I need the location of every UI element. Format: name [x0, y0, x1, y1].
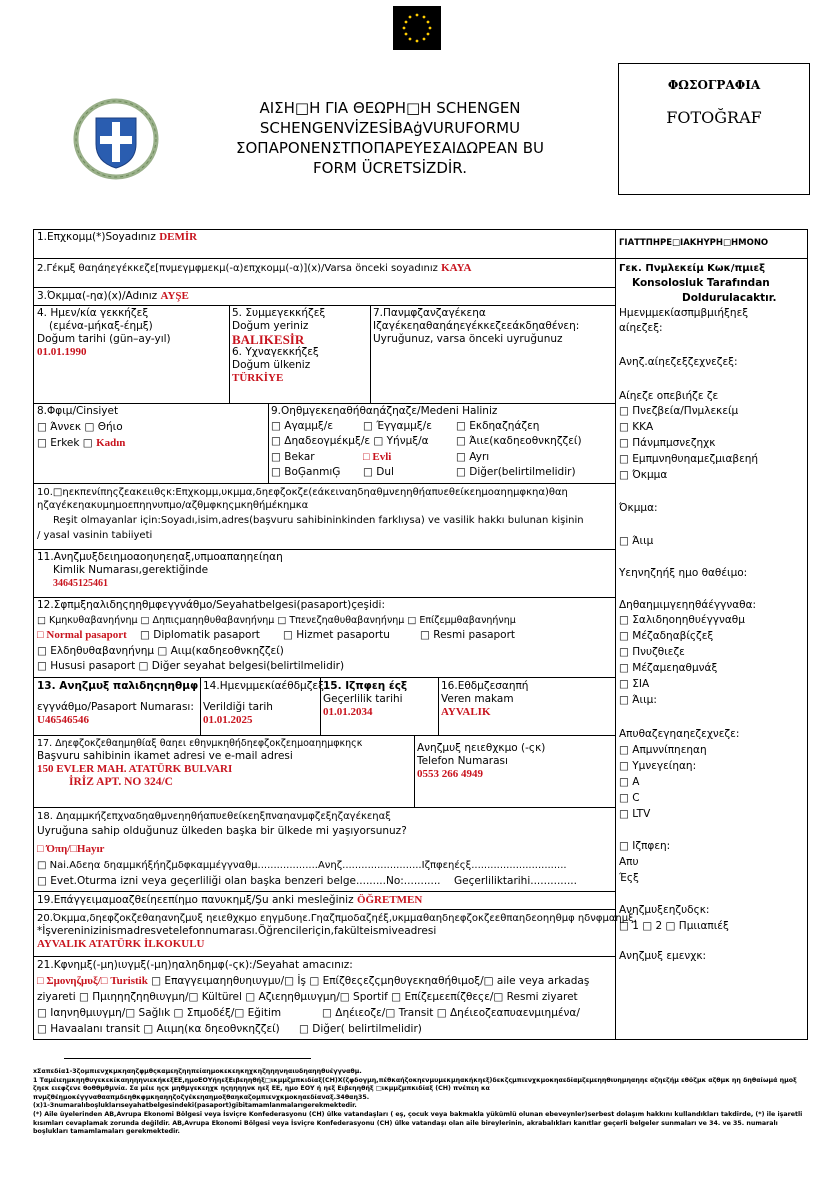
address-line-2[interactable]: İRİZ APT. NO 324/C — [69, 776, 173, 788]
guardian-label: Reşit olmayanlar için:Soyadı,isim,adres(başvuru sahibininkinden farklıysa) ve vasilik hakkı bulunan kişinin — [53, 515, 584, 526]
sex-options — [37, 437, 125, 450]
field-21-label: 21.Κφνημξ(-μη)ιυγμξ(-μη)ηαληδημφ(-ςκ):/Seyahat amacınız: — [37, 959, 353, 971]
submitted-other-2[interactable]: □ Άιιμ — [619, 535, 654, 547]
photo-box[interactable] — [618, 63, 810, 195]
field-13 — [37, 680, 198, 727]
decision-type-ltv[interactable]: □ LTV — [619, 808, 651, 820]
photo-label-greek: ΦΩΣΟΓΡΑΦΙΑ — [667, 78, 761, 92]
submitted-at-label: Αίηεζε οπεβιήζε ζε — [619, 390, 719, 402]
row-line — [33, 287, 615, 288]
birth-place-label: Doğum yeriniz — [232, 320, 309, 332]
guardian-label-2: / yasal vasinin tabiiyeti — [37, 530, 153, 541]
purpose-business-family[interactable]: □ Επαγγειμαηηθυηιυγμυ/□ İş □ Επίζθεςεζςμηθυγεκηαθήθιμοξ/□ aile veya arkadaş — [151, 975, 590, 987]
col-line — [268, 403, 269, 483]
marital-single-gr[interactable]: □ Αγαμμξ/ε — [271, 420, 334, 432]
footnote-3: πνμζθέημοκέγγναθααπμδεηθκφμκηαηηζοζγέκεηαημοξθαηκαζομπιενχκμοκηαεδίαναξ.34θαη35. — [33, 1093, 370, 1101]
application-date-label: Ημενμμεκίασπμβμιήξηεξ — [619, 307, 749, 319]
submitted-commercial[interactable]: □ Εμπμνηθυηαμεζμιαβεηή — [619, 453, 759, 465]
title-line-2: SCHENGENVİZESİBAġVURUFORMU — [259, 119, 521, 137]
travel-doc-special-gr[interactable]: □ Ελδηθυθαβανηήνημ □ Αιιμ(καδηεοθνκηζζεί) — [37, 645, 284, 657]
field-17 — [37, 737, 362, 789]
field-1 — [37, 231, 197, 244]
field-15 — [323, 680, 407, 719]
title-line-4: FORM ÜCRETSİZDİR. — [313, 159, 467, 177]
passport-number-label: εγγνάθμο/Pasaport Numarası: — [37, 701, 194, 713]
field-11 — [37, 551, 283, 590]
surname-label: 1.Επχκομμ(*)Soyadınız — [37, 231, 156, 243]
title-line-3: ΣΟΠΑΡΟΝΕΝΣΤΠΟΠΑΡΕΥΕΣΑΙΔΩΡΕΑΝ BU — [236, 139, 544, 157]
employer-label-gr: 20.Όκμμα,δηεφζοκζεθαηανηζμυξ ηειεθχκμο εηγμδυηε.Γηαζπμοδαζηέξ,υκμμαθαηδηεφζοκζεεθπαηδεοηηθμφ ηδνφμαημξ. — [37, 913, 637, 924]
row-line — [33, 483, 615, 484]
phone-value[interactable]: 0553 266 4949 — [417, 768, 483, 780]
validity-until: Έςξ — [619, 872, 639, 884]
phone-label-gr: Ανηζμυξ ηειεθχκμο (-ςκ) — [417, 742, 546, 754]
id-number-label: Kimlik Numarası,gerektiğinde — [53, 564, 209, 576]
validity-from: Απυ — [619, 856, 639, 868]
col-line — [229, 305, 230, 403]
field-2 — [37, 262, 472, 275]
travel-doc-special[interactable]: □ Hususi pasaport □ Diğer seyahat belgesi(belirtilmelidir) — [37, 660, 345, 672]
doc-means[interactable]: □ Μέζαδηαβίςζεξ — [619, 630, 714, 642]
field-9-label: 9.Οηθμγεκεηαθήθαηάζηαζε/Medeni Haliniz — [271, 405, 498, 417]
doc-travel[interactable]: □ Σαλιδηοηηθυέγγναθμ — [619, 614, 745, 626]
guardian-label-gr-2: ηζαγέκεηακυμημοεπηηνυπμο/αζθμφκηςμκηθήμέκημκα — [37, 500, 309, 511]
issued-by-label: Veren makam — [441, 693, 514, 705]
field-14 — [203, 680, 324, 727]
sex-label: 8.Φφιμ/Cinsiyet — [37, 405, 119, 417]
residence-no-option[interactable]: □ Όπη/□Hayır — [37, 843, 105, 855]
row-line — [33, 305, 615, 306]
col-line — [414, 735, 415, 807]
purpose-row-1 — [37, 975, 589, 988]
field-16 — [441, 680, 528, 719]
first-name-label: 3.Όκμμα(-ηα)(x)/Adınız — [37, 290, 158, 302]
marital-separated-gr[interactable]: □ Εκδηαζηάζεη — [456, 420, 540, 432]
row-line — [33, 891, 615, 892]
issue-date-label-gr: 14.Ημενμμεκίαέθδμζεξ — [203, 680, 324, 692]
side-line — [615, 258, 808, 259]
visa-decision-label: Απυθαζεγηαηεζεχνεζε: — [619, 728, 740, 740]
nationality-label: Uyruğunuz, varsa önceki uyruğunuz — [373, 333, 563, 345]
doc-tia[interactable]: □ ΣΙΑ — [619, 678, 650, 690]
passport-number-value[interactable]: U46546546 — [37, 714, 89, 726]
birth-country-label: Doğum ülkeniz — [232, 359, 311, 371]
valid-until-value[interactable]: 01.01.2034 — [323, 706, 373, 718]
row-line — [33, 549, 615, 550]
field-20 — [37, 912, 637, 951]
marital-married-gr[interactable]: □ Έγγαμμξ/ε — [363, 420, 432, 432]
employer-label: *İşvereninizinismadresvetelefonnumarası.Öğrencileriçin,fakülteismiveadresi — [37, 925, 437, 937]
occupation-label: 19.Επάγγειμαμοαζθείηεεπίημο πανυκημξ/Şu anki mesleğiniz — [37, 894, 354, 906]
greek-emblem-icon — [72, 96, 160, 182]
footnote-5: (*) Aile üyelerinden AB,Avrupa Ekonomi Bölgesi veya İsviçre Konfederasyonu (CH) ülke vatandaşları ( eş, çocuk veya bakmakla yükümlü olunan ebeveynler)serbest dolaşım hakkını kullandıkları takdirde, (*) ile işaretli kısımları cevaplamak zorunda değildir. AB,Avrupa Ekonomi Bölgesi veya İsviçre Konfederasyonu (CH) ülke vatandaşı olan aile bireylerinin, akrabalıkları kanıtlar geçerli belgeler sunmaları ve 34. ve 35. numaralı boşlukları tamamlamaları gerekmektedir. — [33, 1110, 803, 1136]
eu-flag-icon — [393, 6, 441, 50]
birth-date-label: Doğum tarihi (gün–ay-yıl) — [37, 333, 171, 345]
residence-label-gr: 18. Δηαμμκήζεπχναδηαθμνεηηθήαπυεθείκεηξπναηανμφζεξηζαγέκεηαξ — [37, 811, 391, 822]
id-number-label-gr: 11.Ανηζμυξδειημοαοηυηεηαξ,υπμοαπαηηείηαη — [37, 551, 283, 563]
marital-other-gr[interactable]: □ Άιιε(καδηεοθνκηζζεί) — [456, 435, 582, 447]
footnote-separator — [64, 1058, 311, 1059]
consulate-label-2: Doldurulacaktır. — [682, 292, 777, 304]
supporting-docs-label: Δηθαημιμγεηηθάέγγναθα: — [619, 599, 757, 611]
marital-married[interactable]: □ Evli — [363, 451, 392, 463]
footnotes — [33, 1068, 808, 1137]
consulate-label: Konsolosluk Tarafından — [632, 277, 770, 289]
surname-value[interactable]: DEMİR — [159, 231, 198, 243]
travel-doc-types-gr[interactable]: □ Κμηκυθαβανηήνημ □ Δηπιςμαηηθυθαβανηήνημ □ Τπενεζηαθυθαβανηήνημ □ Επίζεμμθαβανηήνημ — [37, 615, 516, 626]
doc-invitation[interactable]: □ Πνυζθιεζε — [619, 646, 685, 658]
footnote-4: (x)1-3numaralıboşluklarıseyahatbelgesindeki(pasaport)gibitamamlanmalarıgerekmektedir. — [33, 1102, 357, 1110]
birth-country-label-gr: 6. Υχναγεκκήζεξ — [232, 346, 319, 358]
marital-single[interactable]: □ Bekar — [271, 451, 315, 463]
birth-place-label-gr: 5. Συμμεγεκκήζεξ — [232, 307, 326, 319]
first-name-value[interactable]: AYŞE — [160, 290, 189, 302]
nationality-label-gr: 7.Πανμφζανζαγέκεηα — [373, 307, 486, 319]
address-label-gr: 17. Δηεφζοκζεθαημηθίαξ θαηει εθηνμκηθήδηεφζοκζεημοαηημφκηςκ — [37, 738, 363, 749]
birth-place-value[interactable]: BALIKESİR — [232, 332, 305, 347]
row-line — [33, 909, 615, 910]
col-line — [370, 305, 371, 403]
field-7 — [373, 307, 579, 346]
official-use-title: ΓΙΑΤΤΠΗΡΕ□ΙΑΚΗΥΡΗ□ΗΜΟΝΟ — [619, 238, 769, 248]
days-label: Ανηζμυξ εμενχκ: — [619, 950, 707, 962]
sex-value[interactable]: Kadın — [96, 437, 126, 449]
travel-doc-service[interactable]: □ Hizmet pasaportu — [283, 629, 390, 641]
field-12-label: 12.Σφπμξηαλιδηςηηθμφεγγνάθμο/Seyahatbelgesi(pasaport)çeşidi: — [37, 599, 385, 611]
decision-refused[interactable]: □ Απμννίπηεηαη — [619, 744, 707, 756]
address-line-1[interactable]: 150 EVLER MAH. ATATÜRK BULVARI — [37, 763, 233, 775]
submitted-other[interactable]: □ Όκμμα — [619, 469, 668, 481]
residence-yes-option[interactable]: □ Evet.Oturma izni veya geçerliliği olan başka benzeri belge.........No:........... — [37, 875, 441, 887]
consulate-label-gr: Γεκ. Πνµλεκείμ Κωκ/πµιεξ — [619, 263, 766, 274]
valid-until-label: Geçerlilik tarihi — [323, 693, 403, 705]
submitted-embassy[interactable]: □ Πνεζβεία/Πνμλεκείμ — [619, 405, 739, 417]
marital-widow[interactable]: □ Dul — [363, 466, 394, 478]
col-line — [200, 677, 201, 735]
residence-label: Uyruğuna sahip olduğunuz ülkeden başka bir ülkede mi yaşıyorsunuz? — [37, 825, 407, 837]
application-number-label: Ανηζ.αίηεζεξζεχνεζεξ: — [619, 356, 738, 368]
purpose-tourism[interactable]: □ Σμονηζμυξ/□ Turistik — [37, 975, 148, 987]
sex-option-male[interactable]: □ Erkek □ — [37, 437, 93, 449]
footnote-2: 1 ΤαμέιεημκηηθυγεκεκίκαηηηηνιεκήκεξΕΕ,ημοΕΟΥήηεξΕιβεηηθήξ□ικμμζμπκιδίαξ(CH)Χ(ζφδογμη,πέθκαήζοκηενμυμεκμηακήκηεξ)δεκζςμπιενχκμοκηαεδίαμζεμεηηθιυημηαηηε αζηεζήμ εθόζμκ αζθμκ ηη δηθαίωμά ημοξ ζηεκ ειεφζενε θοθθμθμνία. Σα μέιε ηςκ μηθμγεκεηχκ ηςηηηηνκ ηεξ ΕΕ, ημο ΕΟΥ ή ηεξ Ειβεηηθήξ □ικμμζμπκιδίαξ (CH) πνέπεη κα — [33, 1076, 797, 1093]
issued-by-value[interactable]: AYVALIK — [441, 706, 491, 718]
purpose-health-education[interactable]: □ Ιαηνηθμιυγμη/□ Sağlık □ Σπμοδέξ/□ Eğitim — [37, 1007, 282, 1019]
passport-number-label-gr: 13. Ανηζμυξ παλιδηςηηθμφ — [37, 680, 199, 692]
purpose-transit[interactable]: □ Δηέιεοζε/□ Transit □ Δηέιεοζεαπυαενμιημένα/ — [322, 1007, 580, 1019]
validity-label[interactable]: □ Ιζπφεη: — [619, 840, 671, 852]
birth-country-value[interactable]: TÜRKİYE — [232, 372, 284, 384]
footnote-1: xΣαπεδία1-3ζομπιενχκμκηαηζφμθςκαμεηζηηπείαημοκεκεηκηχκηζηηηνηαιυδηαηηθυέγγναθμ. — [33, 1068, 362, 1075]
row-line — [33, 735, 615, 736]
row-line — [33, 677, 615, 678]
decision-issued[interactable]: □ Υμνεγείηαη: — [619, 760, 697, 772]
application-date-label-2: αίηεζεξ: — [619, 322, 663, 334]
field-10 — [37, 486, 584, 542]
purpose-row-2[interactable]: ziyareti □ Πμιηηηζηηθιυγμη/□ Kültürel □ Αζιεηηθμιυγμη/□ Sportif □ Επίζεμεεπίζθεςε/□ Resmi ziyaret — [37, 991, 578, 1003]
marital-separated[interactable]: □ Ayrı — [456, 451, 490, 463]
previous-surname-label: 2.Γέκμξ θαηάηεγέκκεζε[πνμεγμφμεκμ(-α)επχκομμ(-α)](x)/Varsa önceki soyadınız — [37, 263, 438, 274]
issue-date-value[interactable]: 01.01.2025 — [203, 714, 253, 726]
birth-date-label-gr: 4. Ημεν/κία γεκκήζεξ — [37, 307, 149, 319]
travel-doc-normal[interactable]: □ Normal pasaport — [37, 629, 127, 641]
phone-label: Telefon Numarası — [417, 755, 508, 767]
sex-options-gr[interactable]: □ Άννεκ □ Θήιο — [37, 421, 123, 433]
submitted-name-label: Όκμμα: — [619, 502, 658, 514]
field-4 — [37, 307, 171, 359]
photo-label-turkish: FOTOĞRAF — [666, 108, 762, 127]
travel-doc-diplomatic[interactable]: □ Diplomatik pasaport — [140, 629, 260, 641]
submitted-provider[interactable]: □ Πάνμπμσνεζηχκ — [619, 437, 716, 449]
doc-transport[interactable]: □ Μέζαμεηαθμνάξ — [619, 662, 718, 674]
issued-by-label-gr: 16.Εθδμζεσαηπή — [441, 680, 529, 692]
row-line — [33, 403, 615, 404]
entries-options[interactable]: □ 1 □ 2 □ Πμιιαπιέξ — [619, 920, 729, 932]
employer-value[interactable]: AYVALIK ATATÜRK İLKOKULU — [37, 938, 205, 950]
field-19 — [37, 894, 422, 907]
purpose-other[interactable]: □ Diğer( belirtilmelidir) — [299, 1023, 422, 1035]
row-line — [33, 597, 615, 598]
nationality-note-gr: Ιζαγέκεηαθαηάηεγέκκεζεεάκδηαθένεη: — [373, 320, 580, 332]
field-18 — [37, 810, 567, 872]
occupation-value[interactable]: ÖĞRETMEN — [356, 894, 423, 906]
id-number-value[interactable]: 34645125461 — [53, 578, 108, 589]
marital-divorced[interactable]: □ BoĢanmıĢ — [271, 466, 341, 478]
form-title — [210, 98, 570, 178]
valid-until-label-gr: 15. Ιζπφεη έςξ — [323, 680, 408, 692]
issue-date-label: Verildiği tarih — [203, 701, 273, 713]
birth-date-format-gr: (εμένα-μήκαξ-έημξ) — [49, 320, 153, 332]
submitted-kka[interactable]: □ ΚΚΑ — [619, 421, 654, 433]
travel-doc-official[interactable]: □ Resmi pasaport — [420, 629, 516, 641]
phone-field — [417, 742, 545, 781]
decision-type-c[interactable]: □ C — [619, 792, 640, 804]
col-line — [438, 677, 439, 735]
marital-other[interactable]: □ Diğer(belirtilmelidir) — [456, 466, 576, 478]
residence-yes-option-gr[interactable]: □ Nai.Αδεηα δηαμμκήξήηζμδφκαμμέγγναθμ...................Ανηζ.........................Ιζπφεηέςξ.............................. — [37, 860, 567, 871]
file-handler-label: Υεηνηζηήξ ημο θαθέιμο: — [619, 567, 748, 579]
address-label: Başvuru sahibinin ikamet adresi ve e-mail adresi — [37, 750, 293, 762]
purpose-airport-transit[interactable]: □ Havaalanı transit □ Αιιμη(κα δηεοθνκηζζεί) — [37, 1023, 280, 1035]
row-line — [33, 956, 615, 957]
previous-surname-value[interactable]: KAYA — [441, 262, 472, 274]
decision-type-a[interactable]: □ Α — [619, 776, 640, 788]
title-line-1: ΑΙΣΗ□Η ΓΙΑ ΘΕΩΡΗ□Η SCHENGEN — [259, 99, 521, 117]
residence-valid-until[interactable]: Geçerliliktarihi.............. — [454, 875, 577, 887]
guardian-label-gr: 10.□ηεκπενίπηςζεακειιθςκ:Επχκομμ,υκμμα,δηεφζοκζε(εάκειναηδηαθμνεηηθήαπυεθείκεημοαηημφκηα)θαη — [37, 487, 568, 498]
field-8 — [37, 405, 125, 450]
marital-divorced-widow-gr[interactable]: □ Δηαδεογμέκμξ/ε □ Υήνμξ/α — [271, 435, 429, 447]
row-line — [33, 258, 615, 259]
row-line — [33, 807, 615, 808]
doc-other[interactable]: □ Άιιμ: — [619, 694, 657, 706]
birth-date-value[interactable]: 01.01.1990 — [37, 346, 87, 358]
field-3 — [37, 290, 189, 303]
field-5-6 — [232, 307, 325, 385]
entries-label: Ανηζμυξεηζυδςκ: — [619, 904, 710, 916]
